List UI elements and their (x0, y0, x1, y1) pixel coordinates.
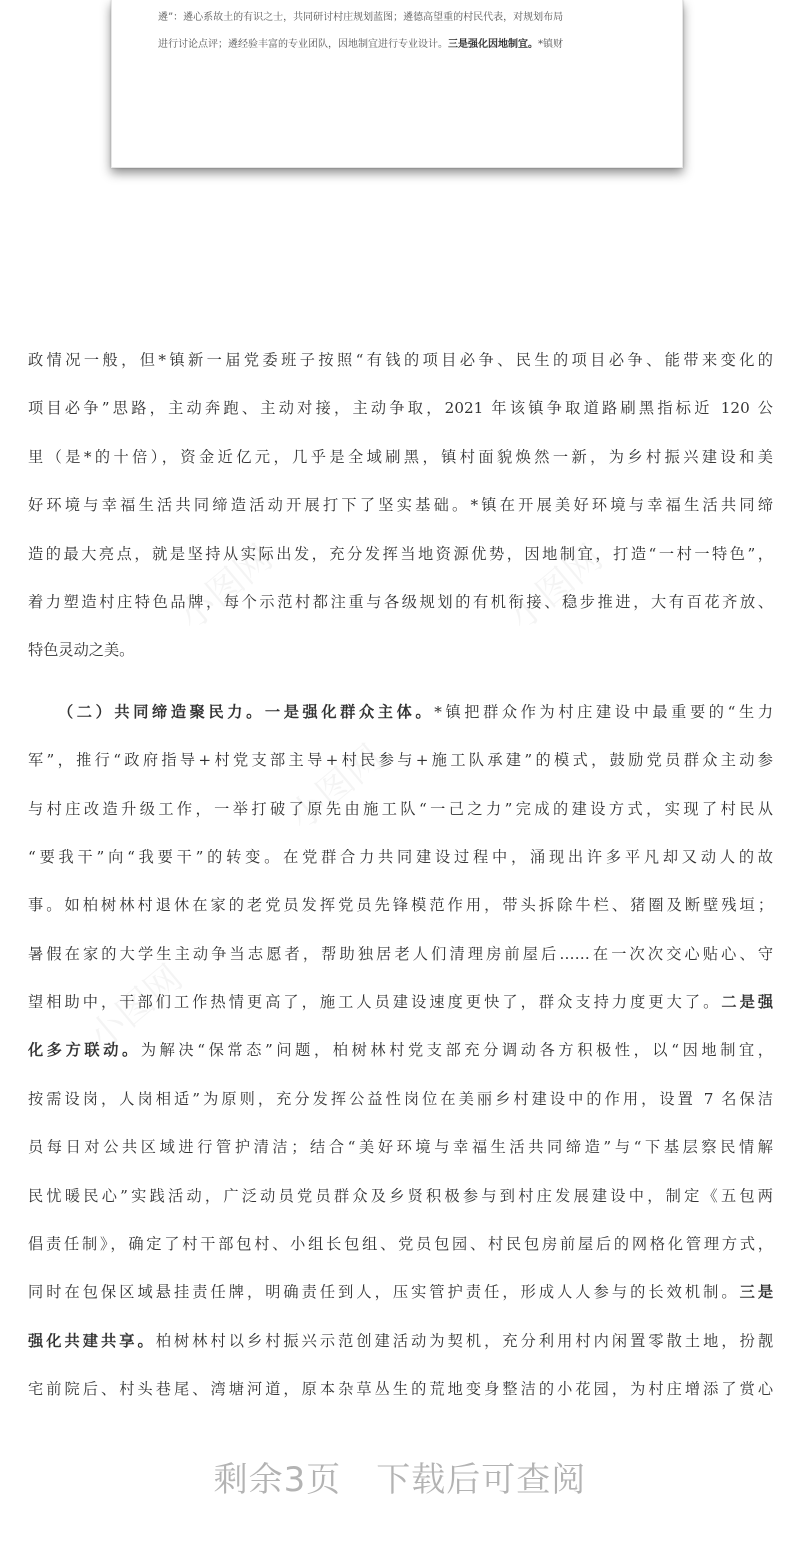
text-line: 暑假在家的大学生主动争当志愿者，帮助独居老人们清理房前屋后……在一次次交心贴心、守 (28, 944, 773, 963)
section-heading: （二）共同缔造聚民力。一是强化群众主体。 (58, 702, 435, 721)
text-line: 员每日对公共区域进行管护清洁；结合“美好环境与幸福生活共同缔造”与“下基层察民情解 (28, 1138, 773, 1157)
text-line: 政情况一般，但*镇新一届党委班子按照“有钱的项目必争、民生的项目必争、能带来变化的 (28, 351, 773, 369)
text-line: 宅前院后、村头巷尾、湾塘河道，原本杂草丛生的荒地变身整洁的小花园，为村庄增添了赏心 (28, 1380, 773, 1399)
preview-line (158, 31, 652, 58)
text-line (28, 1317, 773, 1365)
preview-line: 遴”：遴心系故土的有识之士，共同研讨村庄规划蓝图；遴德高望重的村民代表，对规划布局 (158, 12, 564, 23)
text-run: *镇把群众作为村庄建设中最重要的“生力 (434, 702, 774, 721)
text-run: 柏树林村以乡村振兴示范创建活动为契机，充分利用村内闲置零散土地，扮靓 (155, 1331, 774, 1350)
text-line: 好环境与幸福生活共同缔造活动开展打下了坚实基础。*镇在开展美好环境与幸福生活共同缔 (28, 496, 773, 515)
text-run: 同时在包保区域悬挂责任牌，明确责任到人，压实管护责任，形成人人参与的长效机制。 (28, 1283, 740, 1302)
text-line: 造的最大亮点，就是坚持从实际出发，充分发挥当地资源优势，因地制宜，打造“一村一特色”， (28, 544, 773, 563)
preview-line-text: 进行讨论点评；遴经验丰富的专业团队，因地制宜进行专业设计。 (158, 39, 448, 50)
text-line: “要我干”向“我要干”的转变。在党群合力共同建设过程中，涌现出许多平凡却又动人的故 (28, 847, 773, 866)
preview-bold-heading: 三是强化因地制宜。 (448, 39, 538, 50)
document-preview-card (111, 0, 683, 168)
download-to-read-more-link[interactable]: 剩余3页 下载后可查阅 (213, 1460, 587, 1500)
text-line (28, 688, 773, 736)
text-run: 为解决“保常态”问题，柏树林村党支部充分调动各方积极性，以“因地制宜， (140, 1041, 773, 1060)
paragraph-1 (28, 336, 773, 675)
text-line: 事。如柏树林村退休在家的老党员发挥党员先锋模范作用，带头拆除牛栏、猪圈及断壁残垣； (28, 896, 773, 915)
subheading: 二是强 (721, 993, 774, 1012)
text-line: 与村庄改造升级工作，一举打破了原先由施工队“一己之力”完成的建设方式，实现了村民从 (28, 799, 773, 818)
paragraph-gap (28, 675, 773, 688)
text-line: 军”，推行“政府指导+村党支部主导+村民参与+施工队承建”的模式，鼓励党员群众主动参 (28, 751, 773, 770)
paragraph-2 (28, 688, 773, 1414)
text-line: 里（是*的十倍），资金近亿元，几乎是全域刷黑，镇村面貌焕然一新，为乡村振兴建设和美 (28, 447, 773, 466)
subheading: 强化共建共享。 (28, 1331, 156, 1350)
text-line: 着力塑造村庄特色品牌，每个示范村都注重与各级规划的有机衔接、稳步推进，大有百花齐放、 (28, 592, 773, 611)
subheading: 化多方联动。 (28, 1041, 141, 1060)
text-line: 民忧暖民心”实践活动，广泛动员党员群众及乡贤积极参与到村庄发展建设中，制定《五包两 (28, 1186, 773, 1205)
text-line (28, 1268, 773, 1316)
text-line (28, 1026, 773, 1074)
text-line: 项目必争”思路，主动奔跑、主动对接，主动争取，2021 年该镇争取道路刷黑指标近 120 公 (28, 399, 773, 418)
preview-line-tail: *镇财 (538, 39, 563, 50)
document-body (28, 336, 773, 1414)
preview-text (158, 4, 652, 58)
text-line: 倡责任制》，确定了村干部包村、小组长包组、党员包园、村民包房前屋后的网格化管理方式， (28, 1235, 773, 1254)
text-line: 按需设岗，人岗相适”为原则，充分发挥公益性岗位在美丽乡村建设中的作用，设置 7 名保洁 (28, 1089, 773, 1108)
text-line (28, 978, 773, 1026)
subheading: 三是 (739, 1283, 774, 1302)
text-line: 特色灵动之美。 (28, 641, 135, 660)
text-run: 望相助中，干部们工作热情更高了，施工人员建设速度更快了，群众支持力度更大了。 (28, 993, 722, 1012)
